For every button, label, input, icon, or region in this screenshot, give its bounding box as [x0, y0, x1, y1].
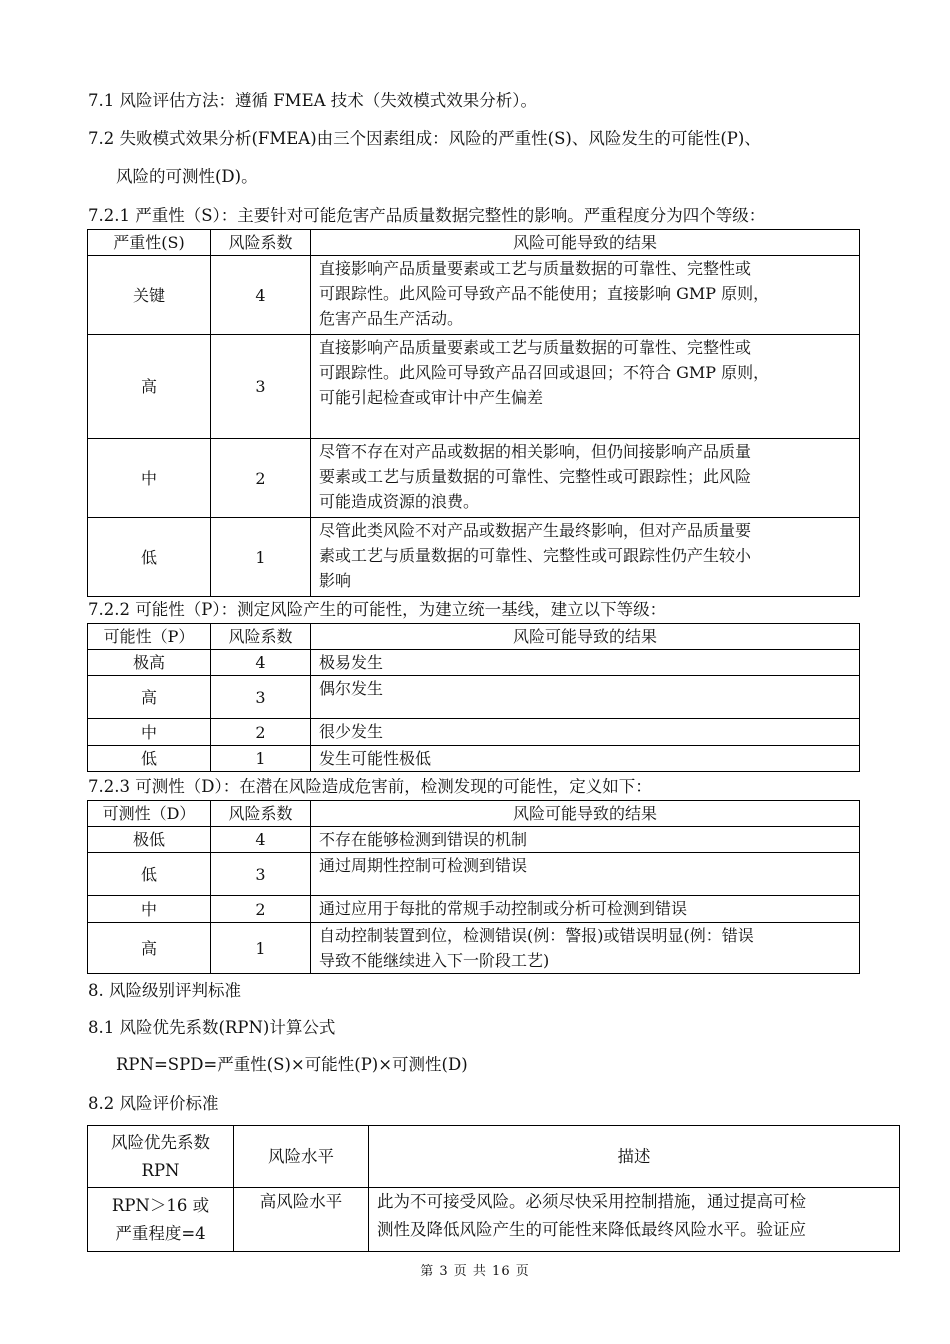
detectability-score: 1 [211, 923, 311, 974]
probability-level: 高 [88, 676, 211, 719]
rpn-risk-level: 高风险水平 [234, 1188, 369, 1252]
section-7-2-continued: 风险的可测性(D)。 [116, 167, 258, 186]
section-7-2-3: 7.2.3 可测性（D）：在潜在风险造成危害前，检测发现的可能性，定义如下： [88, 777, 652, 796]
table-row [88, 827, 860, 853]
table-row [88, 518, 860, 597]
detectability-result: 通过应用于每批的常规手动控制或分析可检测到错误 [311, 896, 860, 923]
section-7-2: 7.2 失败模式效果分析(FMEA)由三个因素组成：风险的严重性(S)、风险发生的可能性(P)、 [88, 129, 761, 148]
severity-level: 低 [88, 518, 211, 597]
probability-score: 1 [211, 746, 311, 772]
header-description: 描述 [369, 1126, 900, 1188]
probability-level: 极高 [88, 650, 211, 676]
table-row [88, 923, 860, 974]
detectability-level: 高 [88, 923, 211, 974]
probability-score: 3 [211, 676, 311, 719]
table-row [88, 1188, 900, 1252]
severity-score: 2 [211, 439, 311, 518]
probability-score: 2 [211, 719, 311, 746]
header-level: 可测性（D） [88, 801, 211, 827]
table-row [88, 853, 860, 896]
table-row [88, 896, 860, 923]
severity-level: 高 [88, 335, 211, 439]
table-row [88, 335, 860, 439]
severity-level: 中 [88, 439, 211, 518]
section-7-1: 7.1 风险评估方法：遵循 FMEA 技术（失效模式效果分析）。 [88, 91, 538, 110]
header-rpn: 风险优先系数 RPN [88, 1126, 234, 1188]
detectability-score: 3 [211, 853, 311, 896]
section-7-2-1: 7.2.1 严重性（S）：主要针对可能危害产品质量数据完整性的影响。严重程度分为四个等级： [88, 206, 766, 225]
rpn-description: 此为不可接受风险。必须尽快采用控制措施，通过提高可检 测性及降低风险产生的可能性来降低最终风险水平。验证应 [369, 1188, 900, 1252]
section-8-1: 8.1 风险优先系数(RPN)计算公式 [88, 1018, 336, 1037]
header-score: 风险系数 [211, 624, 311, 650]
table-header-row [88, 230, 860, 256]
detectability-result: 自动控制装置到位，检测错误(例：警报)或错误明显(例：错误 导致不能继续进入下一阶段工艺) [311, 923, 860, 974]
section-7-2-2: 7.2.2 可能性（P）：测定风险产生的可能性，为建立统一基线，建立以下等级： [88, 600, 667, 619]
section-8-2: 8.2 风险评价标准 [88, 1094, 219, 1113]
probability-result: 极易发生 [311, 650, 860, 676]
header-score: 风险系数 [211, 801, 311, 827]
header-level: 严重性(S) [88, 230, 211, 256]
table-row [88, 650, 860, 676]
header-result: 风险可能导致的结果 [311, 624, 860, 650]
header-score: 风险系数 [211, 230, 311, 256]
section-8: 8. 风险级别评判标准 [88, 981, 241, 1000]
rpn-formula: RPN=SPD=严重性(S)×可能性(P)×可测性(D) [116, 1055, 468, 1074]
table-row [88, 439, 860, 518]
severity-result: 直接影响产品质量要素或工艺与质量数据的可靠性、完整性或 可跟踪性。此风险可导致产品召回或退回；不符合 GMP 原则， 可能引起检查或审计中产生偏差 [311, 335, 860, 439]
detectability-level: 低 [88, 853, 211, 896]
detectability-level: 极低 [88, 827, 211, 853]
severity-result: 直接影响产品质量要素或工艺与质量数据的可靠性、完整性或 可跟踪性。此风险可导致产品不能使用；直接影响 GMP 原则， 危害产品生产活动。 [311, 256, 860, 335]
detectability-result: 不存在能够检测到错误的机制 [311, 827, 860, 853]
header-level: 可能性（P） [88, 624, 211, 650]
header-risk-level: 风险水平 [234, 1126, 369, 1188]
rpn-criteria: RPN＞16 或 严重程度=4 [88, 1188, 234, 1252]
severity-result: 尽管不存在对产品或数据的相关影响，但仍间接影响产品质量 要素或工艺与质量数据的可靠性、完整性或可跟踪性；此风险 可能造成资源的浪费。 [311, 439, 860, 518]
header-result: 风险可能导致的结果 [311, 801, 860, 827]
table-header-row [88, 1126, 900, 1188]
table-row [88, 719, 860, 746]
header-result: 风险可能导致的结果 [311, 230, 860, 256]
detectability-score: 4 [211, 827, 311, 853]
table-header-row [88, 624, 860, 650]
page-footer: 第 3 页 共 16 页 [420, 1264, 530, 1279]
probability-score: 4 [211, 650, 311, 676]
table-header-row [88, 801, 860, 827]
severity-score: 3 [211, 335, 311, 439]
detectability-table [87, 800, 860, 974]
severity-level: 关键 [88, 256, 211, 335]
probability-result: 发生可能性极低 [311, 746, 860, 772]
detectability-result: 通过周期性控制可检测到错误 [311, 853, 860, 896]
table-row [88, 676, 860, 719]
severity-score: 1 [211, 518, 311, 597]
severity-score: 4 [211, 256, 311, 335]
severity-table [87, 229, 860, 597]
probability-level: 中 [88, 719, 211, 746]
detectability-level: 中 [88, 896, 211, 923]
probability-result: 偶尔发生 [311, 676, 860, 719]
probability-result: 很少发生 [311, 719, 860, 746]
table-row [88, 256, 860, 335]
probability-table [87, 623, 860, 772]
probability-level: 低 [88, 746, 211, 772]
detectability-score: 2 [211, 896, 311, 923]
rpn-criteria-table [87, 1125, 900, 1252]
table-row [88, 746, 860, 772]
severity-result: 尽管此类风险不对产品或数据产生最终影响，但对产品质量要 素或工艺与质量数据的可靠性、完整性或可跟踪性仍产生较小 影响 [311, 518, 860, 597]
